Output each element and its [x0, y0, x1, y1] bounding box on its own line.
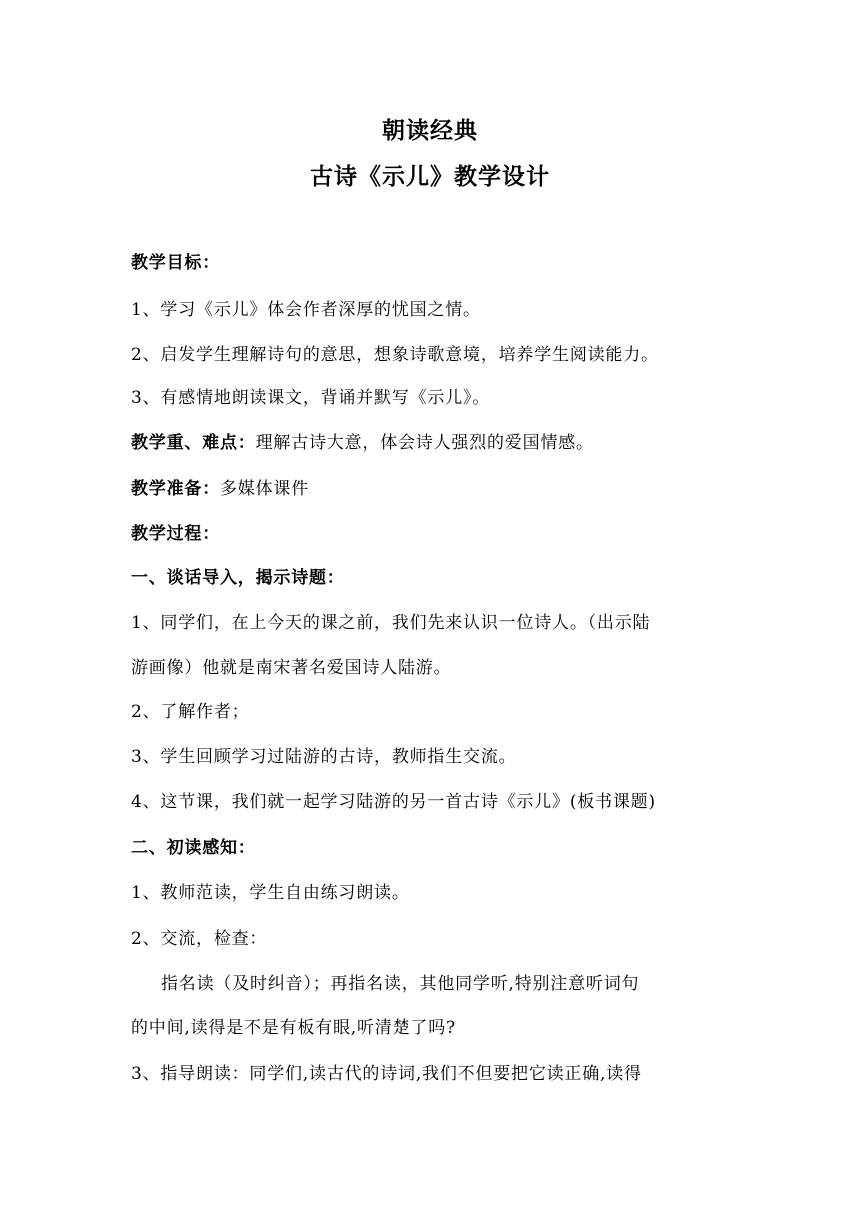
- section-1-item-1-line-2: 游画像）他就是南宋著名爱国诗人陆游。: [131, 658, 452, 678]
- section-2-item-2: 2、交流，检查：: [131, 929, 268, 949]
- section-1-item-1-line-1: 1、同学们，在上今天的课之前，我们先来认识一位诗人。（出示陆: [131, 613, 651, 633]
- prep-text: 多媒体课件: [220, 479, 309, 499]
- goal-item-3: 3、有感情地朗读课文，背诵并默写《示儿》。: [131, 388, 491, 408]
- goal-item-1: 1、学习《示儿》体会作者深厚的忧国之情。: [131, 300, 481, 320]
- section-2-paragraph-line-1: 指名读（及时纠音）；再指名读，其他同学听,特别注意听词句: [161, 974, 640, 994]
- document-title-line-1: 朝读经典: [382, 117, 478, 144]
- section-1-item-4: 4、这节课，我们就一起学习陆游的另一首古诗《示儿》(板书课题): [131, 792, 656, 812]
- prep-label: 教学准备：: [131, 479, 220, 499]
- section-2-heading: 二、初读感知：: [131, 838, 256, 858]
- focus-text: 理解古诗大意，体会诗人强烈的爱国情感。: [255, 433, 594, 453]
- focus-label: 教学重、难点：: [131, 433, 256, 453]
- section-2-item-1: 1、教师范读，学生自由练习朗读。: [131, 883, 410, 903]
- document-title-line-2: 古诗《示儿》教学设计: [310, 163, 550, 190]
- section-2-item-3: 3、指导朗读：同学们,读古代的诗词,我们不但要把它读正确,读得: [131, 1064, 642, 1084]
- section-1-item-2: 2、了解作者；: [131, 702, 250, 722]
- prep-line: [131, 477, 309, 501]
- section-1-heading: 一、谈话导入，揭示诗题：: [131, 568, 345, 588]
- section-2-paragraph-line-2: 的中间,读得是不是有板有眼,听清楚了吗?: [131, 1018, 456, 1038]
- process-heading: 教学过程：: [131, 524, 220, 544]
- focus-line: [131, 431, 594, 455]
- goal-item-2: 2、启发学生理解诗句的意思，想象诗歌意境，培养学生阅读能力。: [131, 345, 659, 365]
- section-1-item-3: 3、学生回顾学习过陆游的古诗，教师指生交流。: [131, 747, 517, 767]
- goals-heading: 教学目标：: [131, 253, 220, 273]
